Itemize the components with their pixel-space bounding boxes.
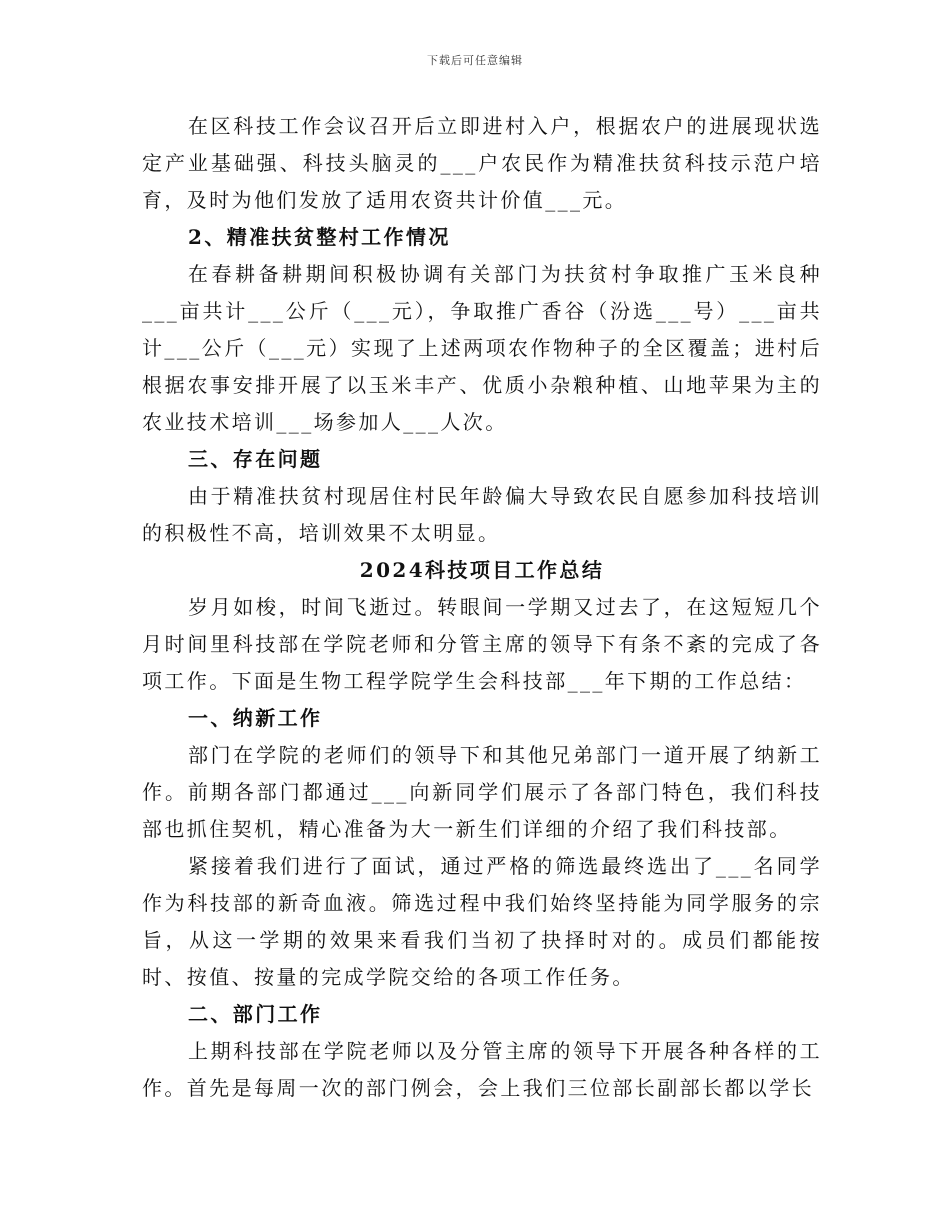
paragraph-problems: 由于精准扶贫村现居住村民年龄偏大导致农民自愿参加科技培训的积极性不高，培训效果不太明显。	[142, 484, 822, 545]
heading-village-work: 2、精准扶贫整村工作情况	[188, 225, 451, 249]
heading-department-work: 二、部门工作	[188, 1002, 323, 1026]
paragraph-village-households: 在区科技工作会议召开后立即进村入户，根据农户的进展现状选定产业基础强、科技头脑灵的___户农民作为精准扶贫科技示范户培育，及时为他们发放了适用农资共计价值___元。	[142, 114, 822, 212]
paragraph-interview: 紧接着我们进行了面试，通过严格的筛选最终选出了___名同学作为科技部的新奇血液。筛选过程中我们始终坚持能为同学服务的宗旨，从这一学期的效果来看我们当初了抉择时对的。成员们都能按时、按值、按量的完成学院交给的各项工作任务。	[142, 854, 822, 989]
paragraph-recruitment: 部门在学院的老师们的领导下和其他兄弟部门一道开展了纳新工作。前期各部门都通过___向新同学们展示了各部门特色，我们科技部也抓住契机，精心准备为大一新生们详细的介绍了我们科技部。	[142, 743, 822, 841]
heading-existing-problems: 三、存在问题	[188, 447, 323, 471]
heading-recruitment: 一、纳新工作	[188, 706, 323, 730]
paragraph-department-work: 上期科技部在学院老师以及分管主席的领导下开展各种各样的工作。首先是每周一次的部门例会，会上我们三位部长副部长都以学长	[142, 1039, 822, 1100]
paragraph-spring-planting: 在春耕备耕期间积极协调有关部门为扶贫村争取推广玉米良种___亩共计___公斤（___元），争取推广香谷（汾选___号）___亩共计___公斤（___元）实现了上述两项农作物种子的全区覆盖；进村后根据农事安排开展了以玉米丰产、优质小杂粮种植、山地苹果为主的农业技术培训___场参加人___人次。	[142, 262, 822, 434]
paragraph-intro: 岁月如梭，时间飞逝过。转眼间一学期又过去了，在这短短几个月时间里科技部在学院老师和分管主席的领导下有条不紊的完成了各项工作。下面是生物工程学院学生会科技部___年下期的工作总结：	[142, 595, 822, 693]
document-body	[142, 108, 822, 1107]
document-title: 2024科技项目工作总结	[359, 558, 605, 582]
page-header: 下载后可任意编辑	[427, 54, 523, 67]
